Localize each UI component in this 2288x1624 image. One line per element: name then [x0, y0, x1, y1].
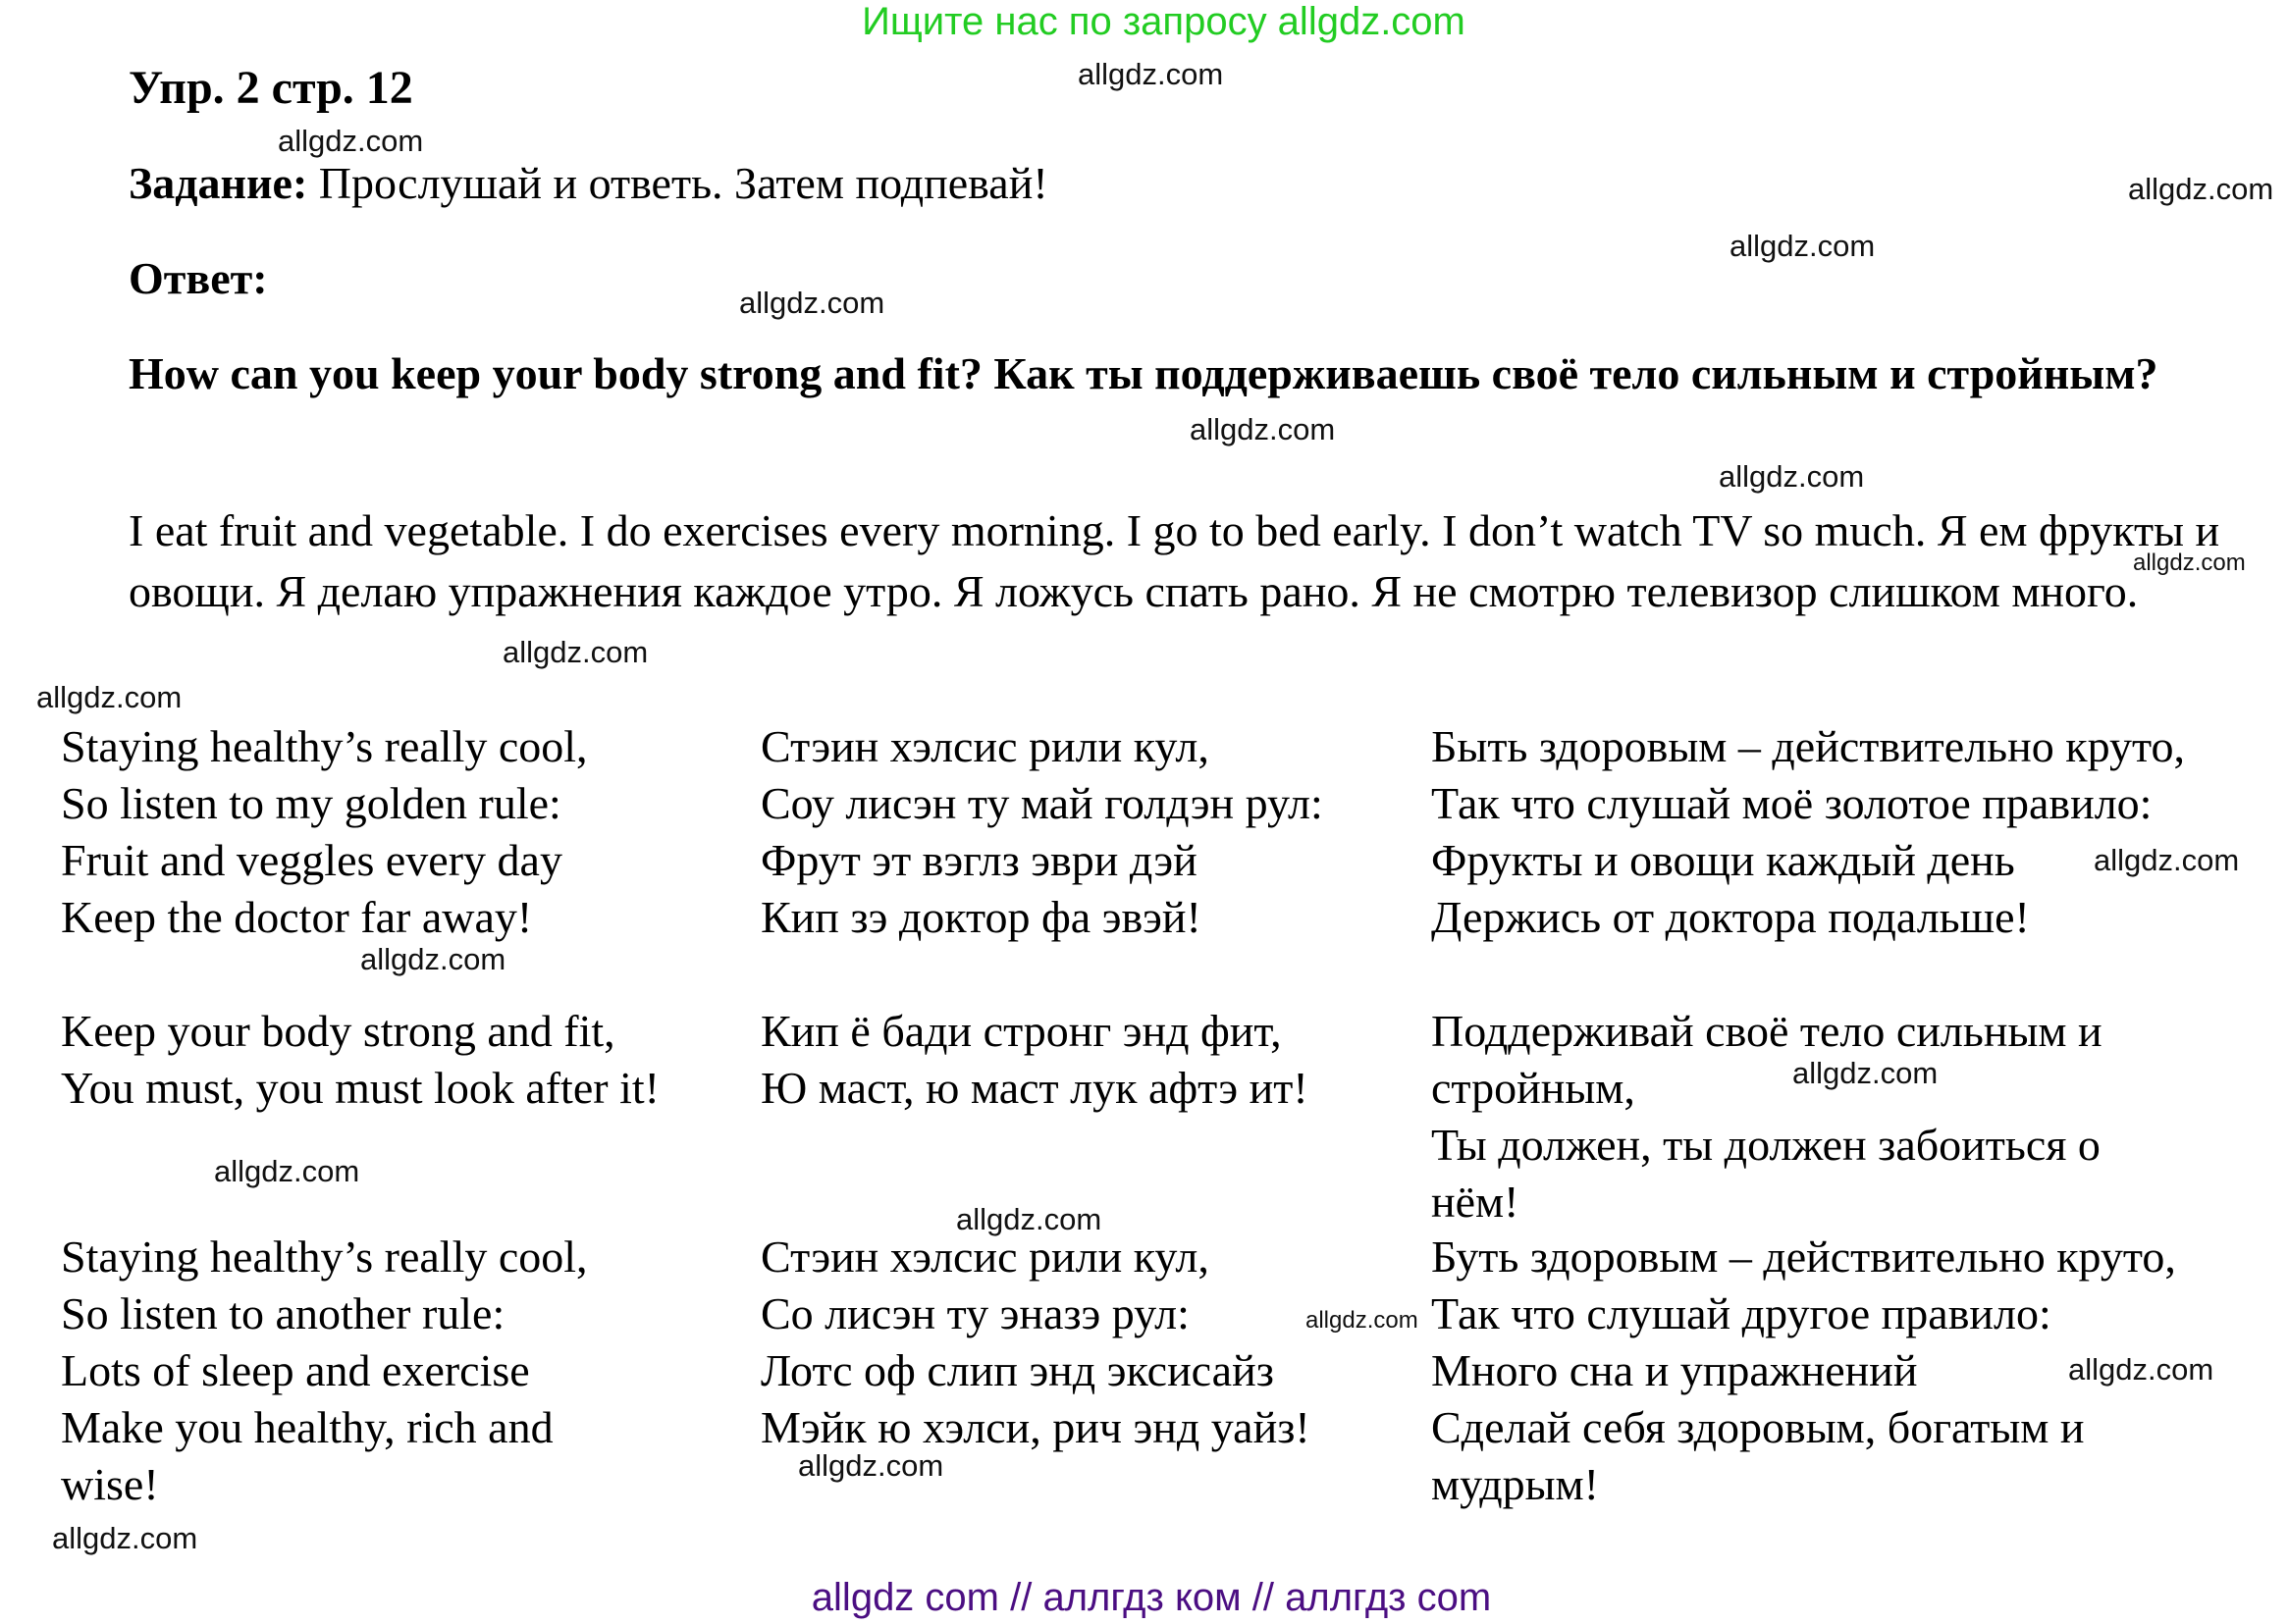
stanza-2-transcription: [761, 1003, 1389, 1117]
lyric-line: So listen to another rule:: [61, 1288, 505, 1338]
watermark: allgdz.com: [214, 1154, 360, 1188]
lyric-line: Держись от доктора подальше!: [1431, 892, 2030, 942]
lyric-line: Быть здоровым – действительно круто,: [1431, 721, 2185, 771]
answer-paragraph: I eat fruit and vegetable. I do exercises every morning. I go to bed early. I don’t watch TV so much. Я ем фрукты и овощи. Я делаю упражнения каждое утро. Я ложусь спать рано. Я не смотрю телевизор слишком много.: [129, 505, 2220, 616]
stanza-3-english: [61, 1229, 660, 1513]
lyric-line: Staying healthy’s really cool,: [61, 1231, 588, 1282]
lyric-line: Ты должен, ты должен забоиться о нём!: [1431, 1120, 2101, 1227]
lyric-line: Поддерживай своё тело сильным и стройным,: [1431, 1006, 2102, 1113]
watermark: allgdz.com: [798, 1448, 944, 1483]
lyric-line: Lots of sleep and exercise: [61, 1345, 530, 1395]
lyric-line: Кип ё бади стронг энд фит,: [761, 1006, 1282, 1056]
lyric-line: Так что слушай моё золотое правило:: [1431, 778, 2153, 828]
question-heading: How can you keep your body strong and fit? Как ты поддерживаешь своё тело сильным и стройным?: [129, 348, 2158, 398]
watermark: allgdz.com: [1305, 1307, 1418, 1334]
watermark: allgdz.com: [1190, 412, 1336, 446]
lyric-line: Буть здоровым – действительно круто,: [1431, 1231, 2176, 1282]
watermark: allgdz.com: [1792, 1056, 1939, 1090]
promo-banner[interactable]: Ищите нас по запросу allgdz.com: [862, 0, 1465, 43]
task-label: Задание:: [129, 158, 308, 208]
lyric-line: Фрут эт вэглз эври дэй: [761, 835, 1197, 885]
lyric-line: Много сна и упражнений: [1431, 1345, 1918, 1395]
stanza-1-english: [61, 718, 689, 946]
lyric-line: Мэйк ю хэлси, рич энд уайз!: [761, 1402, 1310, 1452]
lyric-line: Сделай себя здоровым, богатым и мудрым!: [1431, 1402, 2085, 1509]
watermark: allgdz.com: [2094, 843, 2240, 877]
watermark: allgdz.com: [503, 635, 649, 669]
watermark: allgdz.com: [956, 1202, 1102, 1236]
lyric-line: Соу лисэн ту май голдэн рул:: [761, 778, 1323, 828]
watermark: allgdz.com: [2133, 550, 2246, 576]
footer-links[interactable]: allgdz com // аллгдз ком // аллгдз com: [811, 1576, 1492, 1619]
stanza-2-translation: [1431, 1003, 2187, 1231]
lyric-line: Так что слушай другое правило:: [1431, 1288, 2051, 1338]
stanza-3-translation: [1431, 1229, 2177, 1513]
lyric-line: You must, you must look after it!: [61, 1063, 660, 1113]
stanza-2-english: [61, 1003, 689, 1117]
lyric-line: Лотс оф слип энд эксисайз: [761, 1345, 1274, 1395]
stanza-1-translation: [1431, 718, 2275, 946]
task-line: [129, 157, 1048, 209]
watermark: allgdz.com: [1729, 229, 1876, 263]
lyric-line: Keep your body strong and fit,: [61, 1006, 615, 1056]
watermark: allgdz.com: [2128, 172, 2274, 206]
watermark: allgdz.com: [739, 286, 885, 320]
lyric-line: Make you healthy, rich and wise!: [61, 1402, 554, 1509]
answer-label: Ответ:: [129, 253, 268, 303]
lyric-line: Кип зэ доктор фа эвэй!: [761, 892, 1201, 942]
lyric-line: Ю маст, ю маст лук афтэ ит!: [761, 1063, 1308, 1113]
lyric-line: Staying healthy’s really cool,: [61, 721, 588, 771]
lyric-line: Со лисэн ту эназэ рул:: [761, 1288, 1190, 1338]
task-text: Прослушай и ответь. Затем подпевай!: [307, 158, 1048, 208]
watermark: allgdz.com: [2068, 1352, 2214, 1387]
watermark: allgdz.com: [52, 1521, 198, 1555]
lyric-line: Keep the doctor far away!: [61, 892, 533, 942]
lyric-line: So listen to my golden rule:: [61, 778, 561, 828]
watermark: allgdz.com: [360, 942, 506, 976]
watermark: allgdz.com: [36, 680, 183, 714]
stanza-1-transcription: [761, 718, 1389, 946]
stanza-3-transcription: [761, 1229, 1389, 1456]
lyric-line: Стэин хэлсис рили кул,: [761, 1231, 1209, 1282]
watermark: allgdz.com: [1719, 459, 1865, 494]
watermark: allgdz.com: [278, 124, 424, 158]
lyric-line: Стэин хэлсис рили кул,: [761, 721, 1209, 771]
lyric-line: Fruit and veggles every day: [61, 835, 562, 885]
watermark: allgdz.com: [1078, 57, 1224, 91]
lyric-line: Фрукты и овощи каждый день: [1431, 835, 2015, 885]
exercise-title: Упр. 2 стр. 12: [129, 62, 413, 114]
